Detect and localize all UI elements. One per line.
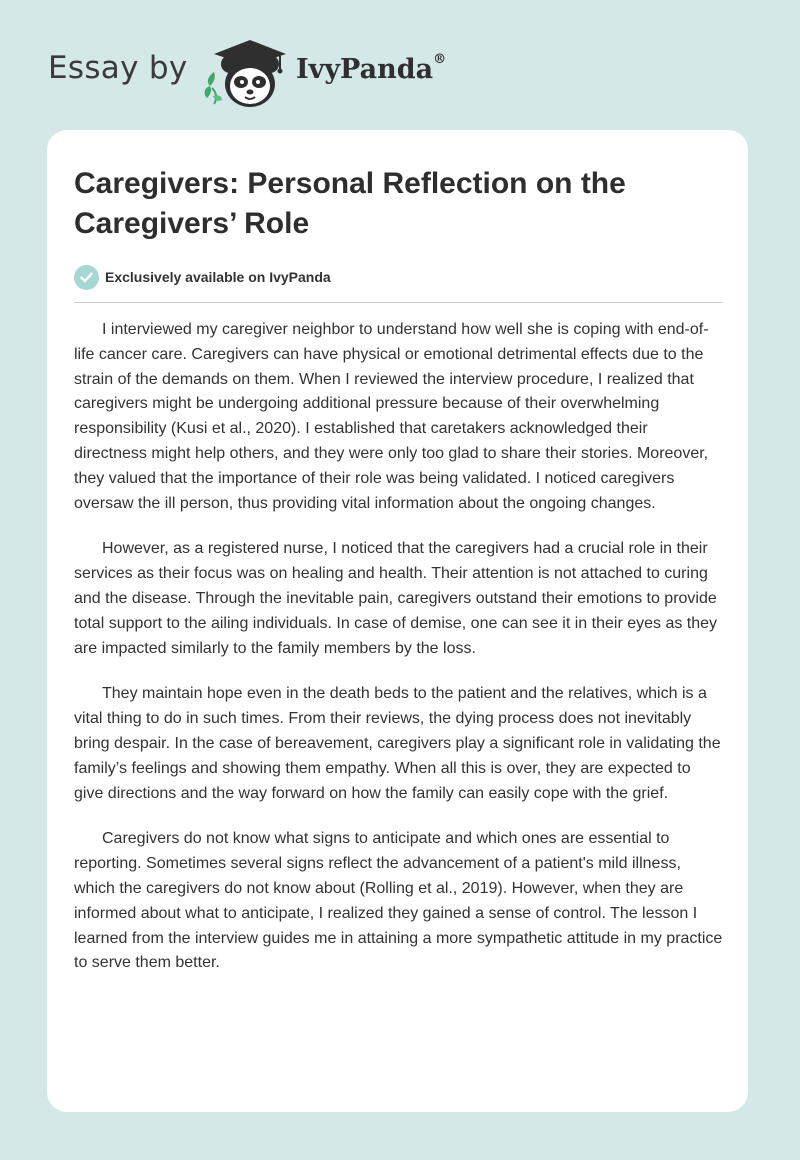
brand-name[interactable] [296,54,446,85]
registered-mark: ® [433,52,447,67]
brand-name-text: IvyPanda [296,54,434,85]
essay-paragraph: I interviewed my caregiver neighbor to understand how well she is coping with end-of-life cancer care. Caregivers can have physical or emotional detrimental effects due to the strain of the demands on them. When I reviewed the interview procedure, I realized that caregivers might be undergoing additional pressure because of their overwhelming responsibility (Kusi et al., 2020). I established that caretakers acknowledged their directness might help others, and they were only too glad to share their stories. Moreover, they valued that the importance of their role was being validated. I noticed caregivers oversaw the ill person, thus providing vital information about the ongoing changes. [74,321,709,512]
title-divider [74,302,723,303]
essay-body [74,318,724,997]
essay-paragraph: Caregivers do not know what signs to anticipate and which ones are essential to reporting. Sometimes several signs reflect the advancement of a patient's mild illness, which the caregivers do not know about (Rolling et al., 2019). However, when they are informed about what to anticipate, I realized they gained a sense of control. The lesson I learned from the interview guides me in attaining a more sympathetic attitude in my practice to serve them better. [74,830,723,972]
exclusive-badge-label: Exclusively available on IvyPanda [105,269,331,285]
essay-paragraph: They maintain hope even in the death beds to the patient and the relatives, which is a vital thing to do in such times. From their reviews, the dying process does not inevitably bring despair. In the case of bereavement, caregivers play a significant role in validating the family’s feelings and showing them empathy. When all this is over, they are expected to give directions and the way forward on how the family can easily cope with the grief. [74,685,721,802]
essay-paragraph: However, as a registered nurse, I noticed that the caregivers had a crucial role in their services as their focus was on healing and health. Their attention is not attached to curing and the disease. Through the inevitable pain, caregivers outstand their emotions to provide total support to the ailing individuals. In case of demise, one can see it in their eyes as they are impacted similarly to the family members by the loss. [74,540,718,657]
essay-title: Caregivers: Personal Reflection on the Caregivers’ Role [74,167,626,240]
essay-card [47,130,748,1112]
site-header [48,36,748,116]
check-circle-icon [74,265,99,290]
essay-by-label: Essay by [48,50,188,86]
exclusive-badge [74,264,331,290]
panda-logo-icon[interactable] [200,36,292,112]
